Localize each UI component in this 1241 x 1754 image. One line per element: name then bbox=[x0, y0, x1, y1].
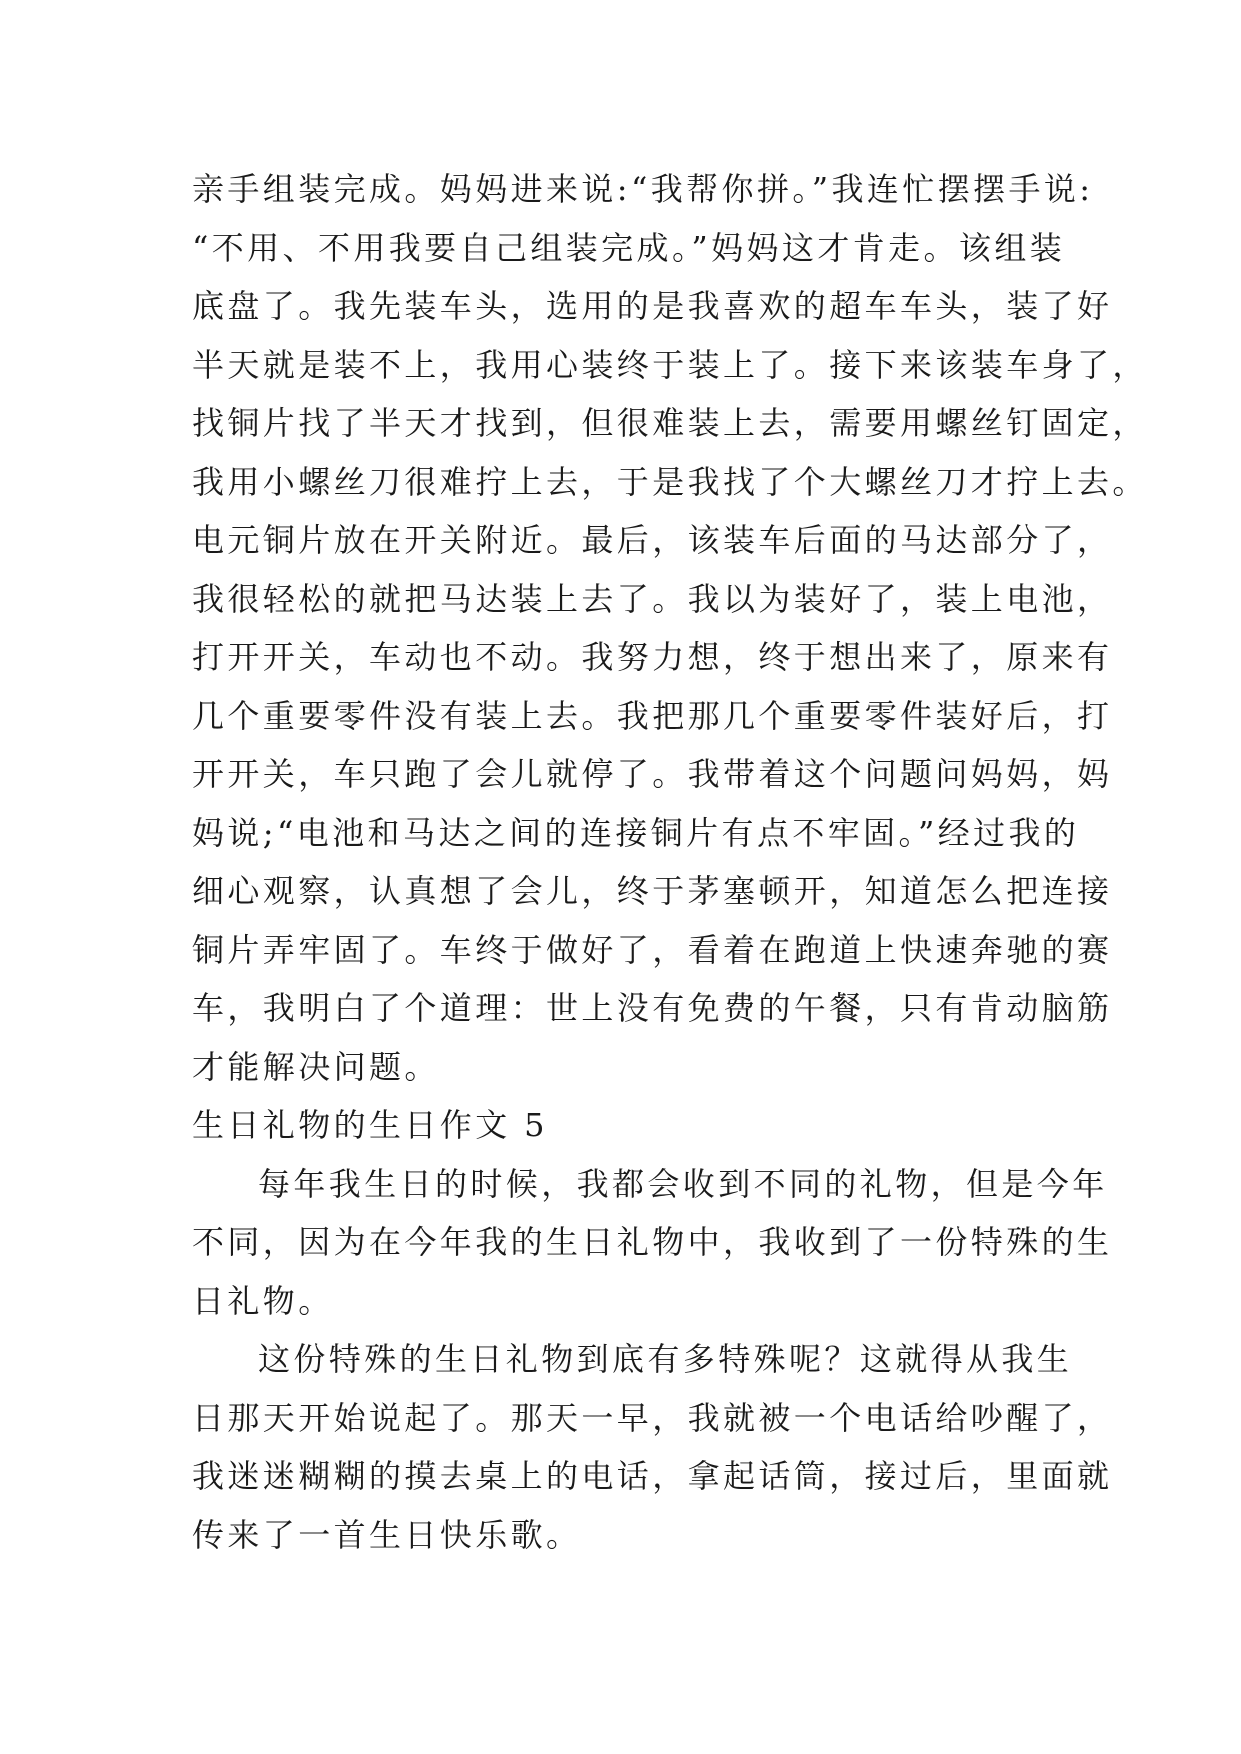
paragraph-line: 传来了一首生日快乐歌。 bbox=[192, 1515, 582, 1554]
paragraph-line: 打开开关，车动也不动。我努力想，终于想出来了，原来有 bbox=[192, 638, 1113, 676]
paragraph-line: 不同，因为在今年我的生日礼物中，我收到了一份特殊的生 bbox=[192, 1223, 1113, 1261]
paragraph-line: 日礼物。 bbox=[192, 1281, 334, 1320]
paragraph-line: 找铜片找了半天才找到，但很难装上去，需要用螺丝钉固定， bbox=[192, 404, 1148, 442]
paragraph-line: 日那天开始说起了。那天一早，我就被一个电话给吵醒了， bbox=[192, 1398, 1113, 1437]
paragraph-birthday-morning bbox=[192, 1330, 1113, 1564]
paragraph-line: 半天就是装不上，我用心装终于装上了。接下来该装车身了， bbox=[192, 345, 1148, 384]
paragraph-assembly-story bbox=[192, 160, 1148, 1096]
section-title: 生日礼物的生日作文 5 bbox=[192, 1106, 548, 1144]
document-body bbox=[192, 160, 1148, 1564]
paragraph-line: 细心观察，认真想了会儿，终于茅塞顿开，知道怎么把连接 bbox=[192, 872, 1113, 910]
paragraph-line: 每年我生日的时候，我都会收到不同的礼物，但是今年 bbox=[258, 1164, 1108, 1203]
paragraph-line: 底盘了。我先装车头，选用的是我喜欢的超车车头，装了好 bbox=[192, 287, 1113, 325]
paragraph-line: 开开关，车只跑了会儿就停了。我带着这个问题问妈妈，妈 bbox=[192, 755, 1113, 793]
paragraph-line: 电元铜片放在开关附近。最后，该装车后面的马达部分了， bbox=[192, 521, 1113, 559]
paragraph-line: 我用小螺丝刀很难拧上去，于是我找了个大螺丝刀才拧上去。 bbox=[192, 462, 1148, 501]
paragraph-line: 才能解决问题。 bbox=[192, 1047, 440, 1086]
paragraph-line: 亲手组装完成。妈妈进来说:“我帮你拼。”我连忙摆摆手说: bbox=[192, 170, 1094, 208]
paragraph-line: 这份特殊的生日礼物到底有多特殊呢？这就得从我生 bbox=[258, 1340, 1073, 1378]
paragraph-line: 铜片弄牢固了。车终于做好了，看着在跑道上快速奔驰的赛 bbox=[192, 930, 1113, 969]
paragraph-line: 几个重要零件没有装上去。我把那几个重要零件装好后，打 bbox=[192, 696, 1113, 735]
paragraph-birthday-intro bbox=[192, 1155, 1113, 1331]
paragraph-line: “不用、不用我要自己组装完成。”妈妈这才肯走。该组装 bbox=[192, 228, 1066, 267]
paragraph-line: 妈说;“电池和马达之间的连接铜片有点不牢固。”经过我的 bbox=[192, 813, 1080, 852]
paragraph-line: 车，我明白了个道理：世上没有免费的午餐，只有肯动脑筋 bbox=[192, 989, 1113, 1027]
paragraph-line: 我很轻松的就把马达装上去了。我以为装好了，装上电池， bbox=[192, 579, 1113, 618]
paragraph-line: 我迷迷糊糊的摸去桌上的电话，拿起话筒，接过后，里面就 bbox=[192, 1457, 1113, 1495]
